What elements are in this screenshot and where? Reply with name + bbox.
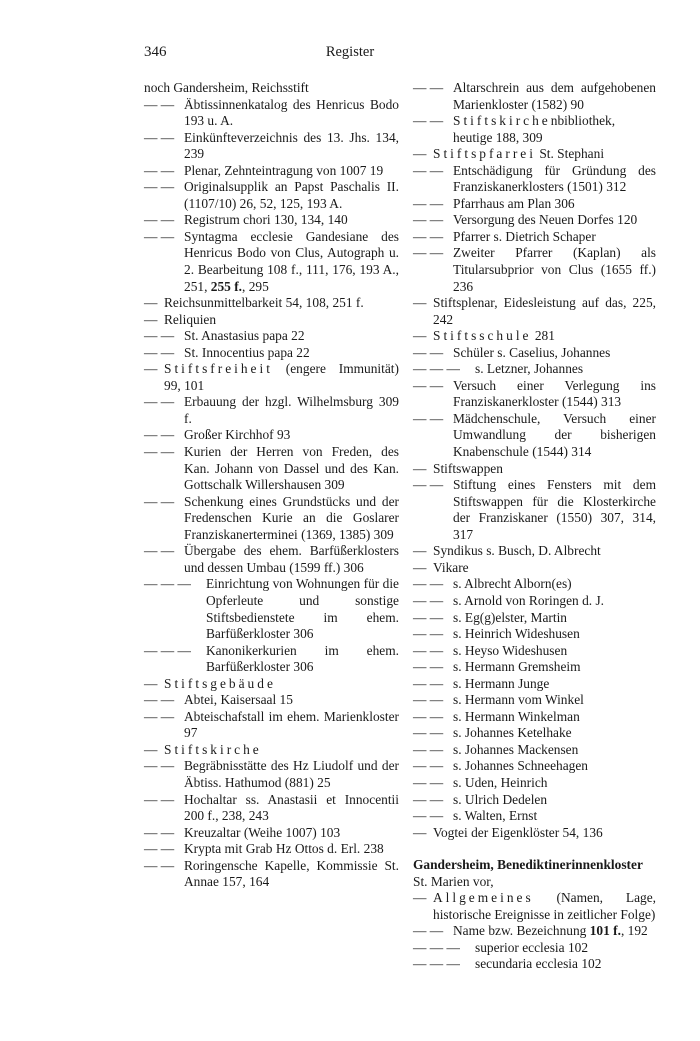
entry-text: Stiftsfreiheit (engere Immunität) 99, 101 [164,361,399,393]
index-entry [144,709,399,742]
entry-text: Großer Kirchhof 93 [184,427,291,443]
entry-text: s. Albrecht Alborn(es) [453,576,572,592]
entry-text: St. Innocentius papa 22 [184,344,310,360]
index-entry [144,576,399,642]
entry-text: Einkünfteverzeichnis des 13. Jhs. 134, 239 [184,129,399,162]
index-entry [144,229,399,295]
entry-dashes: — — [144,543,175,559]
entry-text: Stiftsschule 281 [433,328,555,344]
index-entry [413,742,656,759]
entry-dashes: — [413,146,427,162]
entry-text: St. Anastasius papa 22 [184,328,305,344]
entry-dashes: — — [413,626,444,642]
index-entry [413,295,656,328]
index-entry [144,742,399,759]
index-entry [413,146,656,163]
entry-dashes: — — [144,444,175,460]
entry-text: Reichsunmittelbarkeit 54, 108, 251 f. [164,295,364,311]
entry-dashes: — — [144,344,175,360]
entry-text: Versorgung des Neuen Dorfes 120 [453,212,638,228]
entry-text: Roringensche Kapelle, Kommissie St. Annae 157, 164 [184,857,399,890]
entry-text: Stiftskirchenbibliothek, heutige 188, 309 [453,113,616,145]
entry-text: s. Arnold von Roringen d. J. [453,592,605,608]
page-number: 346 [144,44,167,60]
entry-dashes: — — [413,212,444,228]
entry-text: Syntagma ecclesie Gandesiane des Henricus Bodo von Clus, Autograph u. 2. Bearbeitung 108 f., 111, 176, 193 A., 251, 255 f., 295 [184,228,399,294]
entry-dashes: — [144,295,158,311]
entry-dashes: — — [144,96,175,112]
entry-dashes: — [413,543,427,559]
entry-dashes: — [413,328,427,344]
index-entry [144,858,399,891]
entry-dashes: — — [413,758,444,774]
index-entry [144,163,399,180]
entry-text: Schüler s. Caselius, Johannes [453,344,611,360]
index-entry [413,923,656,940]
entry-dashes: — [413,559,427,575]
index-entry [413,411,656,461]
entry-dashes: — — [413,377,444,393]
index-entry [144,361,399,394]
entry-text: Originalsupplik an Papst Paschalis II. (1107/10) 26, 52, 125, 193 A. [184,179,399,211]
entry-dashes: — — [413,808,444,824]
entry-dashes: — — [413,245,444,261]
index-entry [413,543,656,560]
index-entry [413,361,656,378]
entry-dashes: — — [144,228,175,244]
index-entry [144,792,399,825]
entry-text: Stiftsgebäude [164,675,276,691]
entry-dashes: — — [144,758,175,774]
index-entry [144,80,399,97]
entry-dashes: — — [413,741,444,757]
entry-dashes: — [144,741,158,757]
entry-text: Stiftswappen [433,460,503,476]
entry-text: Abtei, Kaisersaal 15 [184,692,293,708]
index-entry [144,692,399,709]
index-entry [413,758,656,775]
entry-text: noch Gandersheim, Reichsstift [144,80,309,95]
entry-text: Kanonikerkurien im ehem. Barfüßerkloster 306 [206,642,399,675]
entry-text: s. Hermann Gremsheim [453,659,581,675]
entry-text: s. Johannes Ketelhake [453,725,572,741]
index-entry [144,543,399,576]
entry-dashes: — — [413,195,444,211]
index-entry [413,643,656,660]
entry-dashes: — [144,311,158,327]
entry-text: s. Heyso Wideshusen [453,642,568,658]
entry-dashes: — — [144,841,175,857]
entry-dashes: — — [413,113,444,129]
index-entry [144,841,399,858]
entry-dashes: — — [413,642,444,658]
index-entry [413,825,656,842]
entry-dashes: — — [144,708,175,724]
entry-text: Stiftsplenar, Eidesleistung auf das, 225, 242 [433,295,656,327]
entry-text: Krypta mit Grab Hz Ottos d. Erl. 238 [184,841,384,857]
entry-text: Begräbnisstätte des Hz Liudolf und der Äbtiss. Hathumod (881) 25 [184,758,399,790]
index-entry [144,444,399,494]
entry-text: Registrum chori 130, 134, 140 [184,212,348,228]
entry-text: s. Eg(g)elster, Martin [453,609,567,625]
entry-text: s. Johannes Mackensen [453,741,579,757]
entry-dashes: — [144,361,158,377]
index-entry [413,692,656,709]
entry-dashes: — [413,295,427,311]
index-entry [413,196,656,213]
entry-dashes: — — [413,609,444,625]
entry-text: s. Letzner, Johannes [475,361,584,377]
index-entry [144,676,399,693]
entry-dashes: — — [144,129,175,145]
entry-text: s. Johannes Schneehagen [453,758,588,774]
index-entry [413,378,656,411]
entry-text: Äbtissinnenkatalog des Henricus Bodo 193 u. A. [184,96,399,129]
entry-text: Mädchenschule, Versuch einer Umwandlung der bisherigen Knabenschule (1544) 314 [453,410,656,460]
entry-dashes: — — [413,344,444,360]
left-column [144,80,399,891]
index-entry [413,163,656,196]
running-head: Register [325,44,375,60]
entry-dashes: — — [413,692,444,708]
entry-text: superior ecclesia 102 [475,939,589,955]
entry-text: Übergabe des ehem. Barfüßerklosters und dessen Umbau (1599 ff.) 306 [184,543,399,575]
entry-text: Zweiter Pfarrer (Kaplan) als Titularsubprior von Clus (1655 ff.) 236 [453,245,656,294]
index-entry [413,113,656,146]
index-entry [144,394,399,427]
entry-dashes: — — [413,791,444,807]
entry-dashes: — — [144,394,175,410]
entry-dashes: — — [413,659,444,675]
entry-text: Abteischafstall im ehem. Marienkloster 97 [184,708,399,741]
entry-dashes: — — [144,857,175,873]
index-entry [413,560,656,577]
entry-dashes: — — [413,675,444,691]
entry-dashes: — — [413,228,444,244]
entry-text: Pfarrer s. Dietrich Schaper [453,228,596,244]
index-entry [413,940,656,957]
index-entry [413,593,656,610]
entry-text: Kreuzaltar (Weihe 1007) 103 [184,824,341,840]
entry-text: s. Walten, Ernst [453,808,538,824]
index-entry [413,890,656,923]
entry-text: Altarschrein aus dem aufgehobenen Marienkloster (1582) 90 [453,80,656,112]
entry-dashes: — — [413,774,444,790]
entry-text: Versuch einer Verlegung ins Franziskanerkloster (1544) 313 [453,377,656,410]
index-entry [144,179,399,212]
section-heading: Gandersheim, Benediktinerinnenkloster [413,857,643,873]
index-entry [413,775,656,792]
entry-text: Kurien der Herren von Freden, des Kan. Johann von Dassel und des Kan. Gottschalk Willershausen 309 [184,444,399,493]
index-entry [144,328,399,345]
entry-dashes: — — [413,708,444,724]
entry-text: s. Ulrich Dedelen [453,791,548,807]
entry-text: Schenkung eines Grundstücks und der Fredenschen Kurie an die Goslarer Franziskanerterminei (1369, 1385) 309 [184,493,399,542]
entry-dashes: — — [144,824,175,840]
index-entry [144,758,399,791]
entry-text: s. Hermann Winkelman [453,708,580,724]
index-entry [413,725,656,742]
entry-text: Vikare [433,559,469,575]
entry-dashes: — [413,890,427,906]
entry-dashes: — [144,675,158,691]
entry-text: secundaria ecclesia 102 [475,956,602,972]
entry-dashes: — — — [413,939,460,955]
index-entry [413,956,656,973]
index-entry [413,792,656,809]
entry-dashes: — [413,460,427,476]
entry-text: Hochaltar ss. Anastasii et Innocentii 200 f., 238, 243 [184,791,399,824]
entry-dashes: — — [144,212,175,228]
index-entry [144,130,399,163]
index-entry [413,610,656,627]
index-entry [144,212,399,229]
entry-text: s. Hermann vom Winkel [453,692,584,708]
entry-text: Allgemeines (Namen, Lage, historische Ereignisse in zeitlicher Folge) [433,890,656,922]
index-entry [413,676,656,693]
entry-dashes: — — [413,576,444,592]
entry-text: Plenar, Zehnteintragung von 1007 19 [184,162,384,178]
entry-dashes: — — [413,477,444,493]
index-entry [413,477,656,543]
entry-dashes: — — — [413,361,460,377]
right-column [413,80,656,973]
index-entry [413,576,656,593]
entry-text: Stiftskirche [164,741,262,757]
index-entry [144,295,399,312]
index-entry [144,825,399,842]
index-entry [413,626,656,643]
index-entry [144,427,399,444]
entry-text: s. Hermann Junge [453,675,550,691]
entry-dashes: — — [413,592,444,608]
index-entry [413,212,656,229]
index-entry [144,312,399,329]
index-entry [144,643,399,676]
entry-text: Stiftung eines Fensters mit dem Stiftswappen für die Klosterkirche der Franziskaner (1550) 307, 314, 317 [453,477,656,542]
index-entry [413,709,656,726]
entry-dashes: — — [144,179,175,195]
section-heading-line2: St. Marien vor, [413,873,494,889]
index-entry [413,245,656,295]
entry-dashes: — — [144,692,175,708]
entry-dashes: — — [144,493,175,509]
entry-dashes: — — — [144,642,191,658]
index-entry [144,345,399,362]
index-entry [144,494,399,544]
index-entry [413,808,656,825]
entry-dashes: — — — [144,576,191,592]
entry-dashes: — — [144,328,175,344]
entry-dashes: — — [413,923,444,939]
entry-dashes: — — [144,791,175,807]
entry-dashes: — — [413,725,444,741]
entry-text: Reliquien [164,311,217,327]
entry-text: Einrichtung von Wohnungen für die Opferleute und sonstige Stiftsbedienstete im ehem. Barfüßerkloster 306 [206,576,399,642]
entry-text: Syndikus s. Busch, D. Albrecht [433,543,601,559]
index-entry [413,229,656,246]
index-entry [413,328,656,345]
entry-text: s. Uden, Heinrich [453,774,548,790]
entry-text: s. Heinrich Wideshusen [453,626,580,642]
index-entry [413,461,656,478]
entry-dashes: — — [144,162,175,178]
entry-text: Entschädigung für Gründung des Franziskanerklosters (1501) 312 [453,162,656,195]
entry-dashes: — — [144,427,175,443]
entry-dashes: — — [413,162,444,178]
entry-text: Pfarrhaus am Plan 306 [453,195,575,211]
entry-dashes: — [413,824,427,840]
entry-text: Vogtei der Eigenklöster 54, 136 [433,824,603,840]
index-entry [413,659,656,676]
entry-text: Erbauung der hzgl. Wilhelmsburg 309 f. [184,394,399,426]
entry-dashes: — — — [413,956,460,972]
entry-text: Stiftspfarrei St. Stephani [433,146,605,162]
index-entry [413,345,656,362]
entry-dashes: — — [413,410,444,426]
index-entry [413,80,656,113]
index-entry [144,97,399,130]
entry-text: Name bzw. Bezeichnung 101 f., 192 [453,923,648,939]
entry-dashes: — — [413,80,444,95]
